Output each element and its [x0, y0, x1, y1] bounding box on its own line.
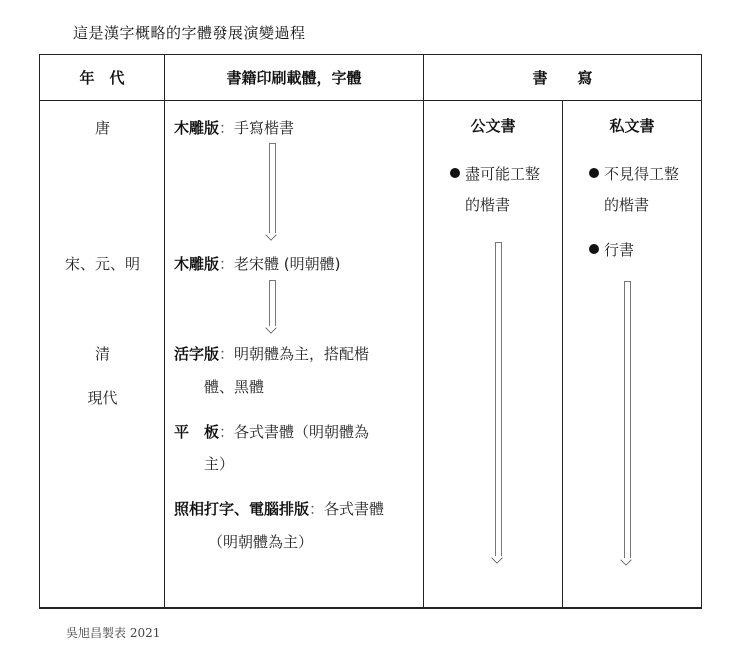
print-entry-woodblock-song: [174, 253, 341, 274]
print-entry-label: 平 板: [174, 423, 220, 441]
print-entry-woodblock-handwritten: [174, 117, 294, 138]
print-entry-label: 活字版: [174, 345, 220, 363]
print-entry-sep: ：: [219, 255, 235, 273]
private-item-line1: 不見得工整: [604, 165, 680, 183]
arrow-down-icon: [495, 242, 502, 556]
print-entry-phototype-computer-cont: （明朝體為主）: [208, 533, 314, 551]
table-border-right: [701, 54, 702, 609]
era-modern: 現代: [87, 389, 118, 407]
print-entry-text: 各式書體（明朝體為: [234, 423, 370, 441]
print-entry-sep: ：: [219, 119, 235, 137]
print-entry-label: 木雕版: [174, 119, 220, 137]
print-entry-sep: ：: [219, 345, 235, 363]
print-entry-label: 木雕版: [174, 255, 220, 273]
table-border-bottom: [39, 607, 702, 609]
header-official: 公文書: [470, 117, 516, 135]
page-title: 這是漢字概略的字體發展演變過程: [73, 24, 306, 42]
header-print: 書籍印刷載體，字體: [226, 69, 362, 87]
footer-credit: 吳旭昌製表 2021: [66, 626, 161, 640]
private-item-line1: 行書: [604, 241, 635, 259]
print-entry-label: 照相打字、電腦排版: [174, 500, 310, 518]
header-private: 私文書: [609, 117, 655, 135]
bullet-icon: [450, 168, 460, 178]
bullet-icon: [589, 168, 599, 178]
print-entry-text: 明朝體為主，搭配楷: [234, 345, 370, 363]
print-entry-sep: ：: [309, 500, 325, 518]
official-item-line2: 的楷書: [465, 196, 511, 214]
header-era: 年 代: [79, 69, 125, 87]
print-entry-lithograph: [174, 421, 369, 442]
print-entry-text: 老宋體 (明朝體): [234, 255, 341, 273]
table-header-divider: [39, 100, 702, 101]
bullet-icon: [589, 244, 599, 254]
private-item: [589, 163, 679, 184]
era-qing: 清: [94, 345, 110, 363]
print-entry-text: 各式書體: [324, 500, 385, 518]
arrow-down-icon: [269, 280, 276, 326]
print-entry-phototype-computer: [174, 498, 384, 519]
print-entry-text: 手寫楷書: [234, 119, 295, 137]
arrow-down-icon: [269, 143, 276, 233]
column-divider-3: [562, 100, 563, 609]
official-item: [450, 163, 540, 184]
column-divider-2: [423, 54, 424, 609]
header-writing: 書 寫: [532, 69, 593, 87]
print-entry-movable-type: [174, 343, 369, 364]
era-song-yuan-ming: 宋、元、明: [64, 255, 140, 273]
arrow-down-icon: [624, 281, 631, 558]
era-tang: 唐: [94, 119, 110, 137]
print-entry-movable-type-cont: 體、黑體: [204, 378, 265, 396]
private-item-line2: 的楷書: [604, 196, 650, 214]
table-border-top: [39, 54, 702, 55]
private-item: [589, 239, 634, 260]
official-item-line1: 盡可能工整: [465, 165, 541, 183]
print-entry-sep: ：: [219, 423, 235, 441]
print-entry-lithograph-cont: 主）: [204, 455, 235, 473]
